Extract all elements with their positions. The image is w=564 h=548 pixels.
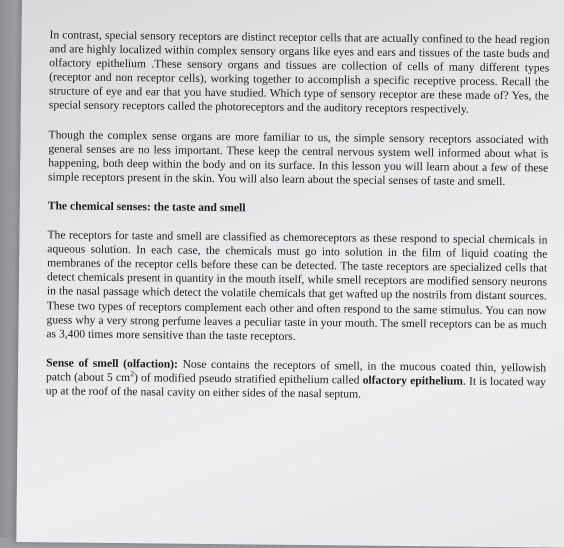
- paragraph-sense-of-smell: [46, 356, 546, 404]
- paragraph-general-senses: Though the complex sense organs are more familiar to us, the simple sensory receptors associated with general senses are no less important. These keep the central nervous system well informed about what is happening, both deep within the body and on its surface. In this lesson you will learn about a few of these simple receptors present in the skin. You will also learn about the special senses of taste and smell.: [48, 127, 549, 188]
- smell-text-2: ) of modified pseudo stratified epithelium called: [133, 371, 363, 387]
- paragraph-special-receptors: In contrast, special sensory receptors are distinct receptor cells that are actually confined to the head region and are highly localized within complex sensory organs like eyes and ears and tissues of the taste buds and olfactory epithelium .These sensory organs and tissues are collection of cells of many different types (receptor and non receptor cells), working together to accomplish a specific receptive process. Recall the structure of eye and ear that you have studied. Which type of sensory receptor are these made of? Yes, the special sensory receptors called the photoreceptors and the auditory receptors respectively.: [48, 28, 550, 117]
- document-page: [16, 0, 564, 548]
- document-body: [46, 28, 550, 418]
- olfactory-epithelium-term: olfactory epithelium: [362, 373, 464, 388]
- smell-text-3: . It is located way up at the roof of the nasal cavity on either sides of the nasal septum.: [45, 374, 547, 401]
- superscript: 2: [130, 369, 135, 379]
- section-heading: The chemical senses: the taste and smell: [47, 199, 246, 215]
- smell-lead: Sense of smell (olfaction):: [46, 356, 179, 371]
- smell-text-1: Nose contains the receptors of smell, in the mucous coated thin, yellowish patch (about 5 cm: [45, 357, 547, 385]
- paragraph-chemoreceptors: The receptors for taste and smell are classified as chemoreceptors as these respond to special chemicals in aqueous solution. In each case, the chemicals must go into solution in the film of liquid coating the membranes of the receptor cells before these can be detected. The taste receptors are specialized cells that detect chemicals present in quantity in the mouth itself, while smell receptors are modified sensory neurons in the nasal passage which detect the volatile chemicals that get wafted up the nostrils from distant sources. These two types of receptors complement each other and often respond to the same stimulus. You can now guess why a very strong perfume leaves a peculiar taste in your mouth. The smell receptors can be as much as 3,400 times more sensitive than the taste receptors.: [46, 228, 548, 343]
